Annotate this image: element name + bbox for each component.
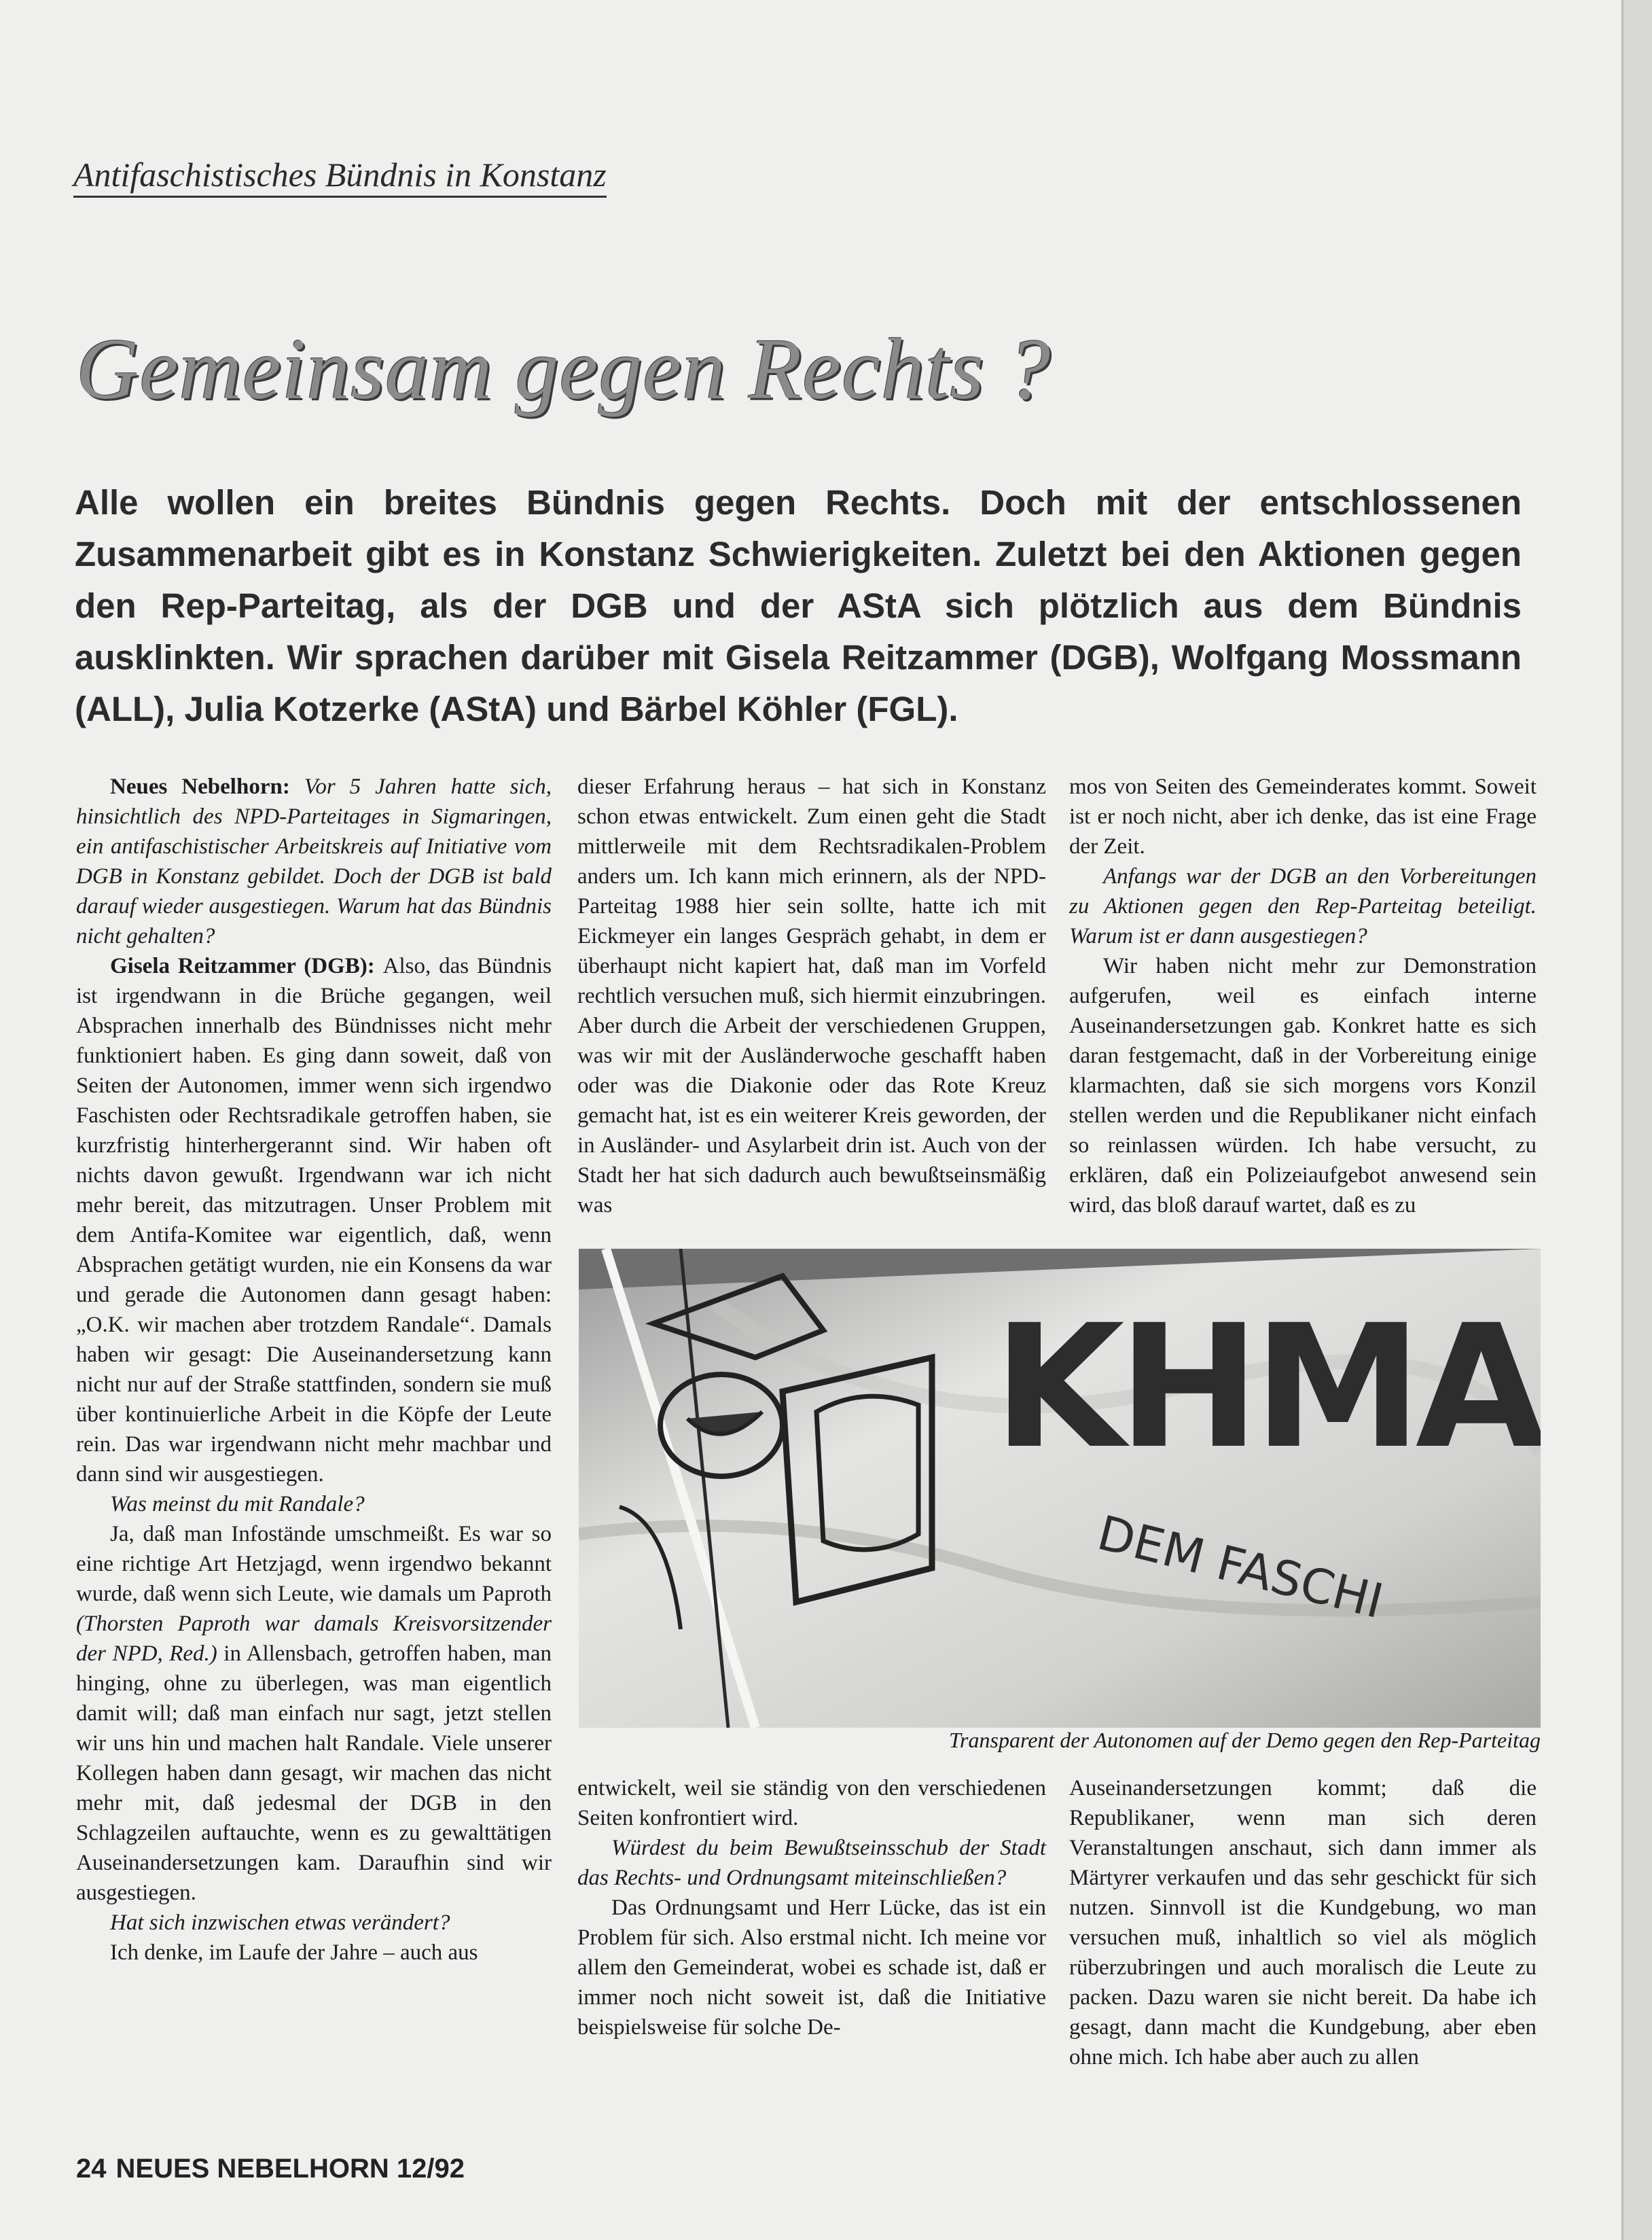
answer-paragraph <box>76 1519 552 1908</box>
question-paragraph: Hat sich inzwischen etwas verändert? <box>110 1910 450 1935</box>
text-column-3 <box>1069 772 1537 1220</box>
answer-text: Ja, daß man Infostände umschmeißt. Es war so eine richtige Art Hetzjagd, wenn irgendwo bekannt wurde, daß wenn sich Leute, wie damals um Paproth <box>76 1522 552 1606</box>
text-column-2 <box>577 772 1046 1220</box>
text-column-3-lower <box>1069 1773 1537 2072</box>
page-number: 24 <box>76 2154 107 2184</box>
answer-paragraph: Wir haben nicht mehr zur Demonstration aufgerufen, weil es einfach interne Auseinandersetzungen gab. Konkret hatte es sich daran festgemacht, daß in der Vorbereitung einige klarmachten, daß sie sich morgens vors Konzil stellen werden und die Republikaner nicht einfach so reinlassen würden. Ich habe versucht, zu erklären, daß ein Polizeiaufgebot anwesend sein wird, das bloß darauf wartet, daß es zu <box>1069 954 1537 1217</box>
question-paragraph: Anfangs war der DGB an den Vorbereitungen zu Aktionen gegen den Rep-Parteitag beteiligt. Warum ist er dann ausgestiegen? <box>1069 864 1537 948</box>
page-edge-shadow <box>1621 0 1652 2240</box>
question-paragraph: Würdest du beim Bewußtseinsschub der Stadt das Rechts- und Ordnungsamt miteinschließen? <box>577 1836 1046 1890</box>
banner-photo <box>579 1249 1541 1728</box>
answer-paragraph: entwickelt, weil sie ständig von den verschiedenen Seiten konfrontiert wird. <box>577 1776 1046 1830</box>
answer-paragraph <box>76 951 552 1489</box>
answer-paragraph: dieser Erfahrung heraus – hat sich in Konstanz schon etwas entwickelt. Zum einen geht die Stadt mittlerweile mit dem Rechtsradikalen-Problem anders um. Ich kann mich erinnern, als der NPD-Parteitag 1988 hier sein sollte, hatte ich mit Eickmeyer ein langes Gespräch gehabt, in dem er überhaupt nicht kapiert hat, daß man im Vorfeld rechtlich versuchen muß, sich hiermit einzubringen. Aber durch die Arbeit der verschiedenen Gruppen, was wir mit der Ausländerwoche geschafft haben oder was die Diakonie oder das Rote Kreuz gemacht hat, ist es ein weiterer Kreis geworden, der in Ausländer- und Asylarbeit drin ist. Auch von der Stadt her hat sich dadurch auch bewußtseinsmäßig was <box>577 775 1046 1217</box>
question-paragraph <box>76 772 552 951</box>
banner-large-text: KHMA <box>993 1288 1541 1486</box>
speaker-label: Neues Nebelhorn: <box>110 775 304 799</box>
banner-photo-illustration <box>579 1249 1541 1728</box>
article-headline: Gemeinsam gegen Rechts ? <box>76 321 1052 417</box>
answer-paragraph: Das Ordnungsamt und Herr Lücke, das ist ein Problem für sich. Also erstmal nicht. Ich meine vor allem den Gemeinderat, wobei es schade ist, daß er immer noch nicht soweit ist, daß die Initiative beispielsweise für solche De- <box>577 1896 1046 2040</box>
article-lead: Alle wollen ein breites Bündnis gegen Rechts. Doch mit der entschlossenen Zusammenarbeit gibt es in Konstanz Schwierigkeiten. Zuletzt bei den Aktionen gegen den Rep-Parteitag, als der DGB und der AStA sich plötzlich aus dem Bündnis ausklinkten. Wir sprachen darüber mit Gisela Reitzammer (DGB), Wolfgang Mossmann (ALL), Julia Kotzerke (AStA) und Bärbel Köhler (FGL). <box>75 483 1522 728</box>
text-column-2-lower <box>577 1773 1046 2042</box>
answer-text: in Allensbach, getroffen haben, man hinging, ohne zu überlegen, was man eigentlich damit will; daß man einfach nur sagt, jetzt stellen wir uns hin und machen halt Randale. Viele unserer Kollegen haben dann gesagt, wir machen das nicht mehr mit, daß jedesmal der DGB in den Schlagzeilen auftauchte, wenn es zu gewalttätigen Auseinandersetzungen kam. Daraufhin sind wir ausgestiegen. <box>76 1641 552 1905</box>
text-column-1 <box>76 772 552 1968</box>
section-kicker: Antifaschistisches Bündnis in Konstanz <box>73 155 607 198</box>
question-paragraph: Was meinst du mit Randale? <box>110 1492 365 1516</box>
editor-note: (Thorsten Paproth war damals Kreisvorsitzender der NPD, Red.) <box>76 1612 552 1666</box>
banner-small-text: DEM FASCHI <box>1092 1504 1389 1630</box>
photo-caption: Transparent der Autonomen auf der Demo gegen den Rep-Parteitag <box>949 1728 1541 1752</box>
answer-paragraph: Ich denke, im Laufe der Jahre – auch aus <box>110 1940 478 1965</box>
answer-text: Also, das Bündnis ist irgendwann in die Brüche gegangen, weil Absprachen innerhalb des Bündnisses nicht mehr funktioniert haben. Es ging dann soweit, daß von Seiten der Autonomen, immer wenn sich irgendwo Faschisten oder Rechtsradikale getroffen haben, sie kurzfristig hinterhergerannt sind. Wir haben oft nichts davon gewußt. Irgendwann war ich nicht mehr bereit, das mitzutragen. Unser Problem mit dem Antifa-Komitee war eigentlich, daß, wenn Absprachen getätigt wurden, nie ein Konsens da war und gerade die Autonomen dann gesagt haben: „O.K. wir machen aber trotzdem Randale“. Damals haben wir gesagt: Die Auseinandersetzung kann nicht nur auf der Straße stattfinden, sondern sie muß über kontinuierliche Arbeit in die Köpfe der Leute rein. Das war irgendwann nicht mehr machbar und dann sind wir ausgestiegen. <box>76 954 552 1487</box>
publication-issue: NEUES NEBELHORN 12/92 <box>115 2154 465 2184</box>
question-text: Vor 5 Jahren hatte sich, hinsichtlich des NPD-Parteitages in Sigmaringen, ein antifaschistischer Arbeitskreis auf Initiative vom DGB in Konstanz gebildet. Doch der DGB ist bald darauf wieder ausgestiegen. Warum hat das Bündnis nicht gehalten? <box>76 775 552 948</box>
speaker-label: Gisela Reitzammer (DGB): <box>110 954 383 978</box>
answer-paragraph: Auseinandersetzungen kommt; daß die Republikaner, wenn man sich deren Veranstaltungen anschaut, sich dann immer als Märtyrer verkaufen und das sehr geschickt für sich nutzen. Sinnvoll ist die Kundgebung, wo man versuchen muß, inhaltlich so viel als möglich rüberzubringen und auch moralisch die Leute zu packen. Dazu waren sie nicht bereit. Da habe ich gesagt, dann macht die Kundgebung, aber eben ohne mich. Ich habe aber auch zu allen <box>1069 1776 1537 2069</box>
answer-paragraph: mos von Seiten des Gemeinderates kommt. Soweit ist er noch nicht, aber ich denke, das ist eine Frage der Zeit. <box>1069 775 1537 859</box>
page-footer <box>76 2154 465 2184</box>
